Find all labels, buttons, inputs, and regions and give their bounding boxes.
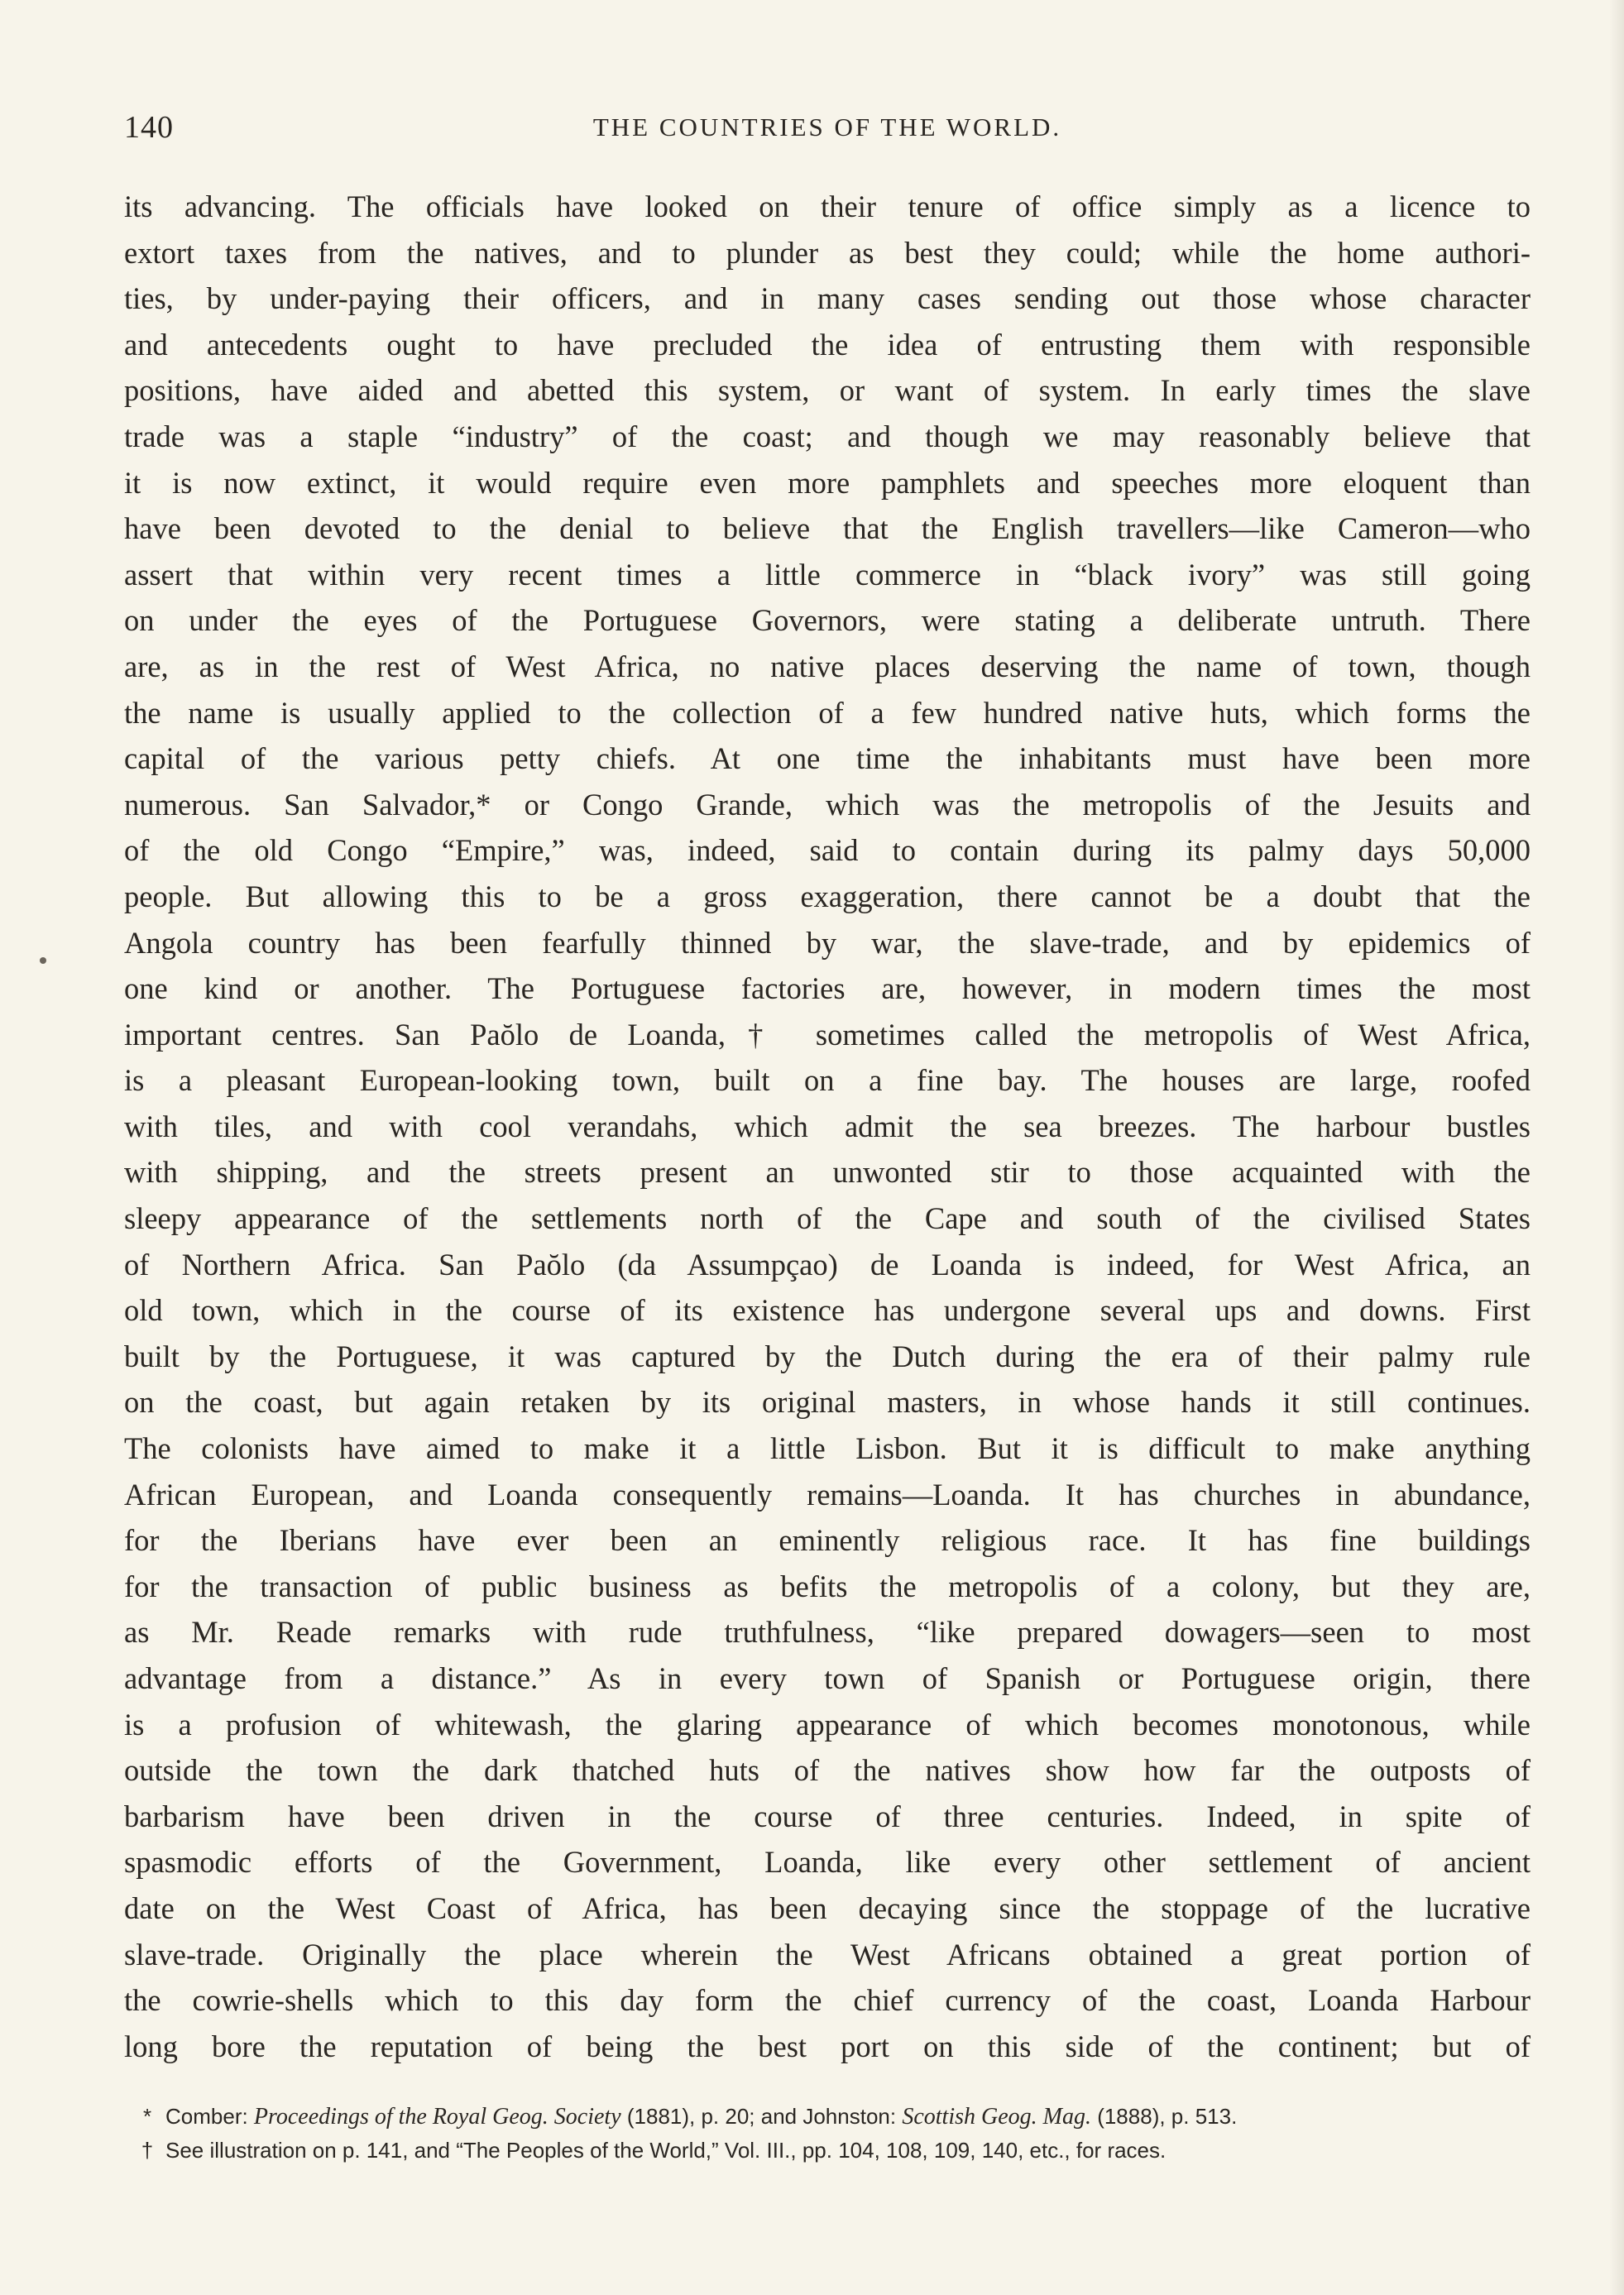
text-line: ties, by under-paying their officers, and in many cases sending out those whose character bbox=[124, 281, 1531, 316]
footnotes bbox=[124, 2100, 1531, 2167]
footnote-mark-dagger: † bbox=[141, 2138, 154, 2163]
text-line: its advancing. The officials have looked on their tenure of office simply as a licence to bbox=[124, 189, 1531, 223]
body-text bbox=[124, 184, 1531, 2069]
footnote-text: Comber: bbox=[165, 2104, 254, 2129]
text-line: date on the West Coast of Africa, has been decaying since the stoppage of the lucrative bbox=[124, 1890, 1531, 1925]
text-line: sleepy appearance of the settlements north of the Cape and south of the civilised States bbox=[124, 1201, 1531, 1236]
text-line: is a pleasant European-looking town, built on a fine bay. The houses are large, roofed bbox=[124, 1063, 1531, 1098]
text-line: for the transaction of public business as befits the metropolis of a colony, but they are, bbox=[124, 1569, 1531, 1603]
text-line: extort taxes from the natives, and to plunder as best they could; while the home authori- bbox=[124, 235, 1531, 270]
text-line: Angola country has been fearfully thinned by war, the slave-trade, and by epidemics of bbox=[124, 925, 1531, 960]
text-line: the name is usually applied to the collection of a few hundred native huts, which forms the bbox=[124, 695, 1531, 730]
text-line: of Northern Africa. San Paŏlo (da Assumpçao) de Loanda is indeed, for West Africa, an bbox=[124, 1247, 1531, 1282]
text-line: the cowrie-shells which to this day form the chief currency of the coast, Loanda Harbour bbox=[124, 1983, 1531, 2018]
footnote-text: (1881), p. 20; and Johnston: bbox=[620, 2104, 903, 2129]
running-title: THE COUNTRIES OF THE WORLD. bbox=[592, 113, 1062, 141]
footnote-comber bbox=[124, 2100, 1531, 2134]
text-line: on under the eyes of the Portuguese Governors, were stating a deliberate untruth. There bbox=[124, 603, 1531, 638]
text-line: important centres. San Paŏlo de Loanda,† sometimes called the metropolis of West Africa, bbox=[124, 1017, 1531, 1052]
text-line: trade was a staple “industry” of the coast; and though we may reasonably believe that bbox=[124, 419, 1531, 453]
text-line: spasmodic efforts of the Government, Loanda, like every other settlement of ancient bbox=[124, 1845, 1531, 1880]
scan-edge-shadow bbox=[1609, 0, 1624, 2295]
text-line: advantage from a distance.” As in every town of Spanish or Portuguese origin, there bbox=[124, 1661, 1531, 1695]
text-line: have been devoted to the denial to believe that the English travellers—like Cameron—who bbox=[124, 511, 1531, 546]
text-line: capital of the various petty chiefs. At one time the inhabitants must have been more bbox=[124, 741, 1531, 776]
text-line: African European, and Loanda consequently remains—Loanda. It has churches in abundance, bbox=[124, 1477, 1531, 1512]
margin-mark bbox=[40, 957, 46, 964]
footnote-journal-title: Proceedings of the Royal Geog. Society bbox=[253, 2104, 621, 2130]
text-line: it is now extinct, it would require even more pamphlets and speeches more eloquent than bbox=[124, 465, 1531, 500]
text-line: positions, have aided and abetted this system, or want of system. In early times the slave bbox=[124, 373, 1531, 408]
text-line: and antecedents ought to have precluded the idea of entrusting them with responsible bbox=[124, 327, 1531, 362]
text-line: of the old Congo “Empire,” was, indeed, said to contain during its palmy days 50,000 bbox=[124, 833, 1531, 868]
text-line: for the Iberians have ever been an eminently religious race. It has fine buildings bbox=[124, 1523, 1531, 1558]
text-line: is a profusion of whitewash, the glaring appearance of which becomes monotonous, while bbox=[124, 1707, 1531, 1742]
footnote-illustration bbox=[124, 2134, 1531, 2167]
text-line: outside the town the dark thatched huts of the natives show how far the outposts of bbox=[124, 1753, 1531, 1788]
text-line: numerous. San Salvador,* or Congo Grande, which was the metropolis of the Jesuits and bbox=[124, 787, 1531, 822]
footnote-text: (1888), p. 513. bbox=[1090, 2104, 1238, 2129]
footnote-journal-title: Scottish Geog. Mag. bbox=[902, 2104, 1091, 2130]
text-line: old town, which in the course of its existence has undergone several ups and downs. First bbox=[124, 1293, 1531, 1328]
text-line: barbarism have been driven in the course of three centuries. Indeed, in spite of bbox=[124, 1799, 1531, 1833]
text-line: one kind or another. The Portuguese factories are, however, in modern times the most bbox=[124, 971, 1531, 1006]
text-line: assert that within very recent times a little commerce in “black ivory” was still going bbox=[124, 557, 1531, 592]
text-line: are, as in the rest of West Africa, no native places deserving the name of town, though bbox=[124, 649, 1531, 683]
text-line: on the coast, but again retaken by its original masters, in whose hands it still continues. bbox=[124, 1385, 1531, 1420]
footnote-text: See illustration on p. 141, and “The Peoples of the World,” Vol. III., pp. 104, 108, 109, 140, etc., for races. bbox=[165, 2138, 1167, 2163]
page-header bbox=[124, 109, 1531, 159]
footnote-mark-asterisk: * bbox=[142, 2104, 152, 2129]
page-number: 140 bbox=[124, 110, 174, 145]
text-line: slave-trade. Originally the place wherein the West Africans obtained a great portion of bbox=[124, 1937, 1531, 1972]
text-line: people. But allowing this to be a gross exaggeration, there cannot be a doubt that the bbox=[124, 879, 1531, 913]
text-line: long bore the reputation of being the best port on this side of the continent; but of bbox=[124, 2029, 1531, 2063]
text-line: built by the Portuguese, it was captured by the Dutch during the era of their palmy rule bbox=[124, 1339, 1531, 1373]
text-line: with shipping, and the streets present an unwonted stir to those acquainted with the bbox=[124, 1155, 1531, 1190]
text-line: The colonists have aimed to make it a little Lisbon. But it is difficult to make anything bbox=[124, 1431, 1531, 1466]
text-line: with tiles, and with cool verandahs, which admit the sea breezes. The harbour bustles bbox=[124, 1109, 1531, 1143]
text-line: as Mr. Reade remarks with rude truthfulness, “like prepared dowagers—seen to most bbox=[124, 1615, 1531, 1650]
